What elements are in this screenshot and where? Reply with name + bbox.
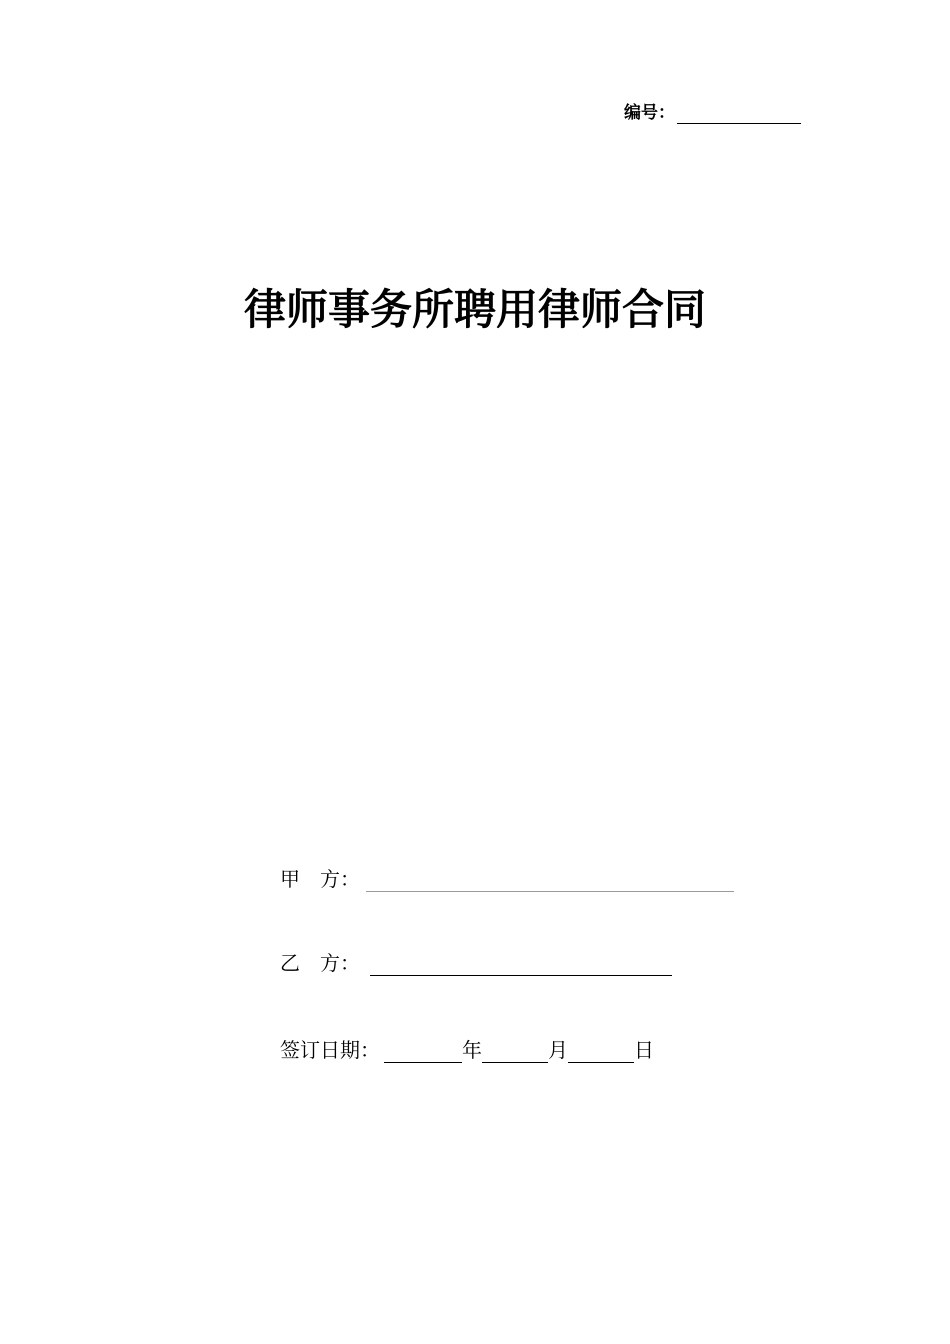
party-a-row	[280, 864, 734, 892]
serial-number-field	[624, 100, 801, 124]
signing-date-label: 签订日期：	[280, 1038, 380, 1062]
party-a-blank[interactable]	[366, 864, 734, 892]
serial-number-blank[interactable]	[677, 103, 801, 124]
year-unit: 年	[462, 1038, 482, 1062]
year-blank[interactable]	[384, 1042, 462, 1063]
day-blank[interactable]	[568, 1042, 634, 1063]
day-unit: 日	[634, 1038, 654, 1062]
serial-number-label: 编号：	[624, 103, 675, 123]
party-b-row	[280, 950, 672, 976]
party-b-label: 乙 方：	[280, 951, 360, 975]
month-unit: 月	[548, 1038, 568, 1062]
party-b-blank[interactable]	[370, 955, 672, 976]
document-title: 律师事务所聘用律师合同	[243, 285, 706, 334]
party-a-label: 甲 方：	[280, 867, 360, 891]
month-blank[interactable]	[482, 1042, 548, 1063]
signing-date-row	[280, 1037, 654, 1063]
